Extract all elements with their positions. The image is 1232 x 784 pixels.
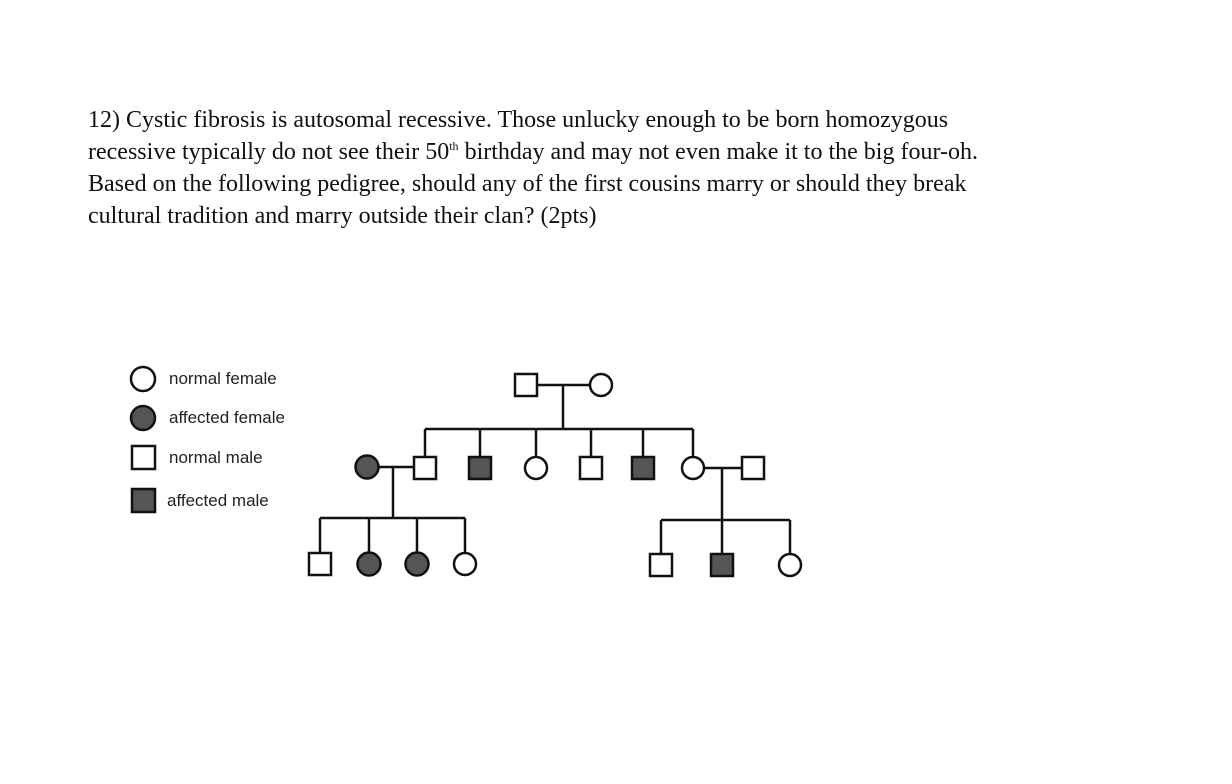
son-3-normal-male [580,457,602,479]
cousin-r2-affected-male [711,554,733,576]
grandfather-normal-male [515,374,537,396]
generation-1 [515,374,612,429]
question-line-1: 12) Cystic fibrosis is autosomal recessive. Those unlucky enough to be born homozygous [88,107,949,133]
legend-affected-female-symbol [131,406,155,430]
question-line-2-start: recessive typically do not see their 50 [88,139,450,165]
question-line-4: cultural tradition and marry outside their clan? (2pts) [88,203,597,229]
cousin-r3-normal-female [779,554,801,576]
question-line-3: Based on the following pedigree, should any of the first cousins marry or should they break [88,171,967,197]
legend [131,367,285,512]
generation-2 [356,429,765,520]
cousin-l3-affected-female [406,553,429,576]
cousin-l1-normal-male [309,553,331,575]
son-2-affected-male [469,457,491,479]
son-4-affected-male [632,457,654,479]
daughter-2-normal-female [682,457,704,479]
cousin-r1-normal-male [650,554,672,576]
legend-affected-male-symbol [132,489,155,512]
generation-3-right [650,520,801,576]
daughter-1-normal-female [525,457,547,479]
cousin-l2-affected-female [358,553,381,576]
legend-normal-male-symbol [132,446,155,469]
legend-affected-male-label: affected male [167,491,269,510]
cousin-l4-normal-female [454,553,476,575]
son-1-normal-male [414,457,436,479]
grandmother-normal-female [590,374,612,396]
question-line-2-end: birthday and may not even make it to the big four-oh. [458,139,978,165]
legend-normal-female-label: normal female [169,369,277,388]
spouse-affected-female [356,456,379,479]
spouse-normal-male [742,457,764,479]
ordinal-suffix: th [449,139,459,153]
generation-3-left [309,518,476,576]
legend-affected-female-label: affected female [169,408,285,427]
legend-normal-female-symbol [131,367,155,391]
legend-normal-male-label: normal male [169,448,263,467]
